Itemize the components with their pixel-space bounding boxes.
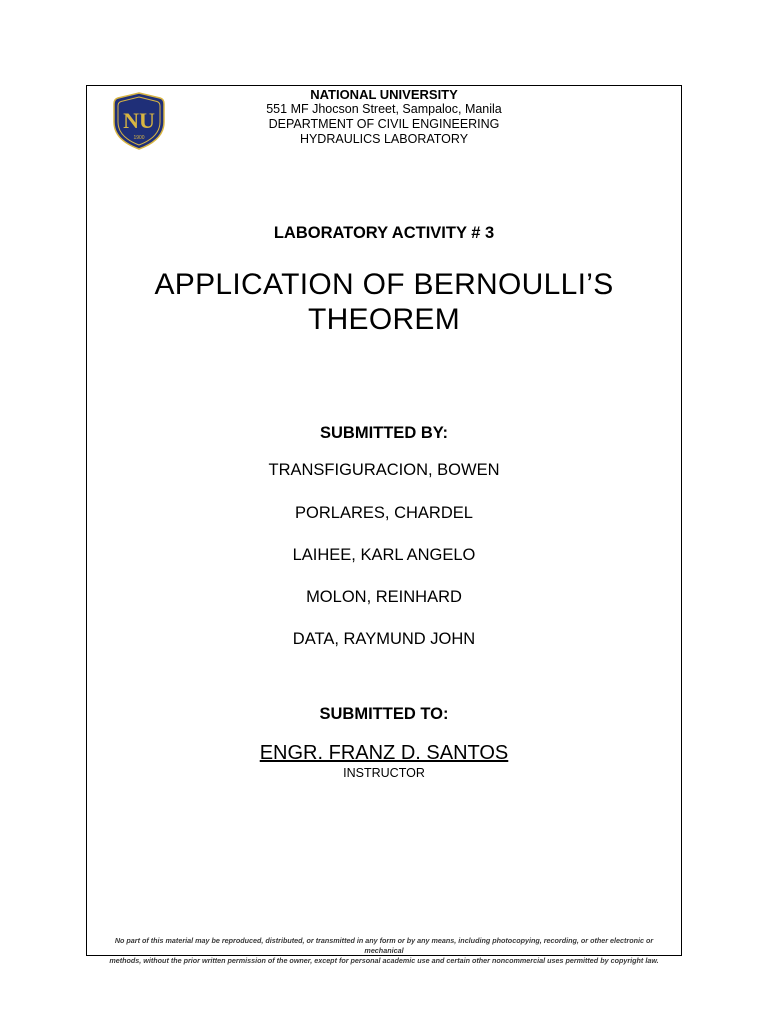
copyright-notice xyxy=(96,936,672,966)
document-title xyxy=(0,267,768,337)
submitted-to-label: SUBMITTED TO: xyxy=(319,705,449,723)
document-header xyxy=(0,87,768,147)
submitter-name: TRANSFIGURACION, BOWEN xyxy=(268,461,500,479)
university-name: NATIONAL UNIVERSITY xyxy=(310,87,458,102)
department-name: DEPARTMENT OF CIVIL ENGINEERING xyxy=(268,117,500,131)
submitter-name: DATA, RAYMUND JOHN xyxy=(292,630,476,648)
university-address: 551 MF Jhocson Street, Sampaloc, Manila xyxy=(266,102,502,116)
copyright-line-2: methods, without the prior written permission of the owner, except for personal academic use and certain other noncommercial uses permitted by copyright law. xyxy=(109,956,659,965)
submitter-name: MOLON, REINHARD xyxy=(306,588,462,606)
activity-label: LABORATORY ACTIVITY # 3 xyxy=(273,224,495,242)
copyright-line-1: No part of this material may be reproduced, distributed, or transmitted in any form or by any means, including photocopying, recording, or other electronic or mechanical xyxy=(114,936,654,955)
instructor-role: INSTRUCTOR xyxy=(343,766,425,780)
submitter-name: LAIHEE, KARL ANGELO xyxy=(292,546,476,564)
title-line-2: THEOREM xyxy=(307,303,461,336)
instructor-name xyxy=(0,742,768,765)
laboratory-name: HYDRAULICS LABORATORY xyxy=(299,132,469,146)
instructor-name-text: ENGR. FRANZ D. SANTOS xyxy=(259,742,509,764)
submitter-name: PORLARES, CHARDEL xyxy=(295,504,473,522)
submitted-by-label: SUBMITTED BY: xyxy=(319,424,449,442)
seal-monogram: NU xyxy=(123,108,155,133)
seal-year: 1900 xyxy=(133,135,145,141)
title-line-1: APPLICATION OF BERNOULLI’S xyxy=(154,268,614,301)
